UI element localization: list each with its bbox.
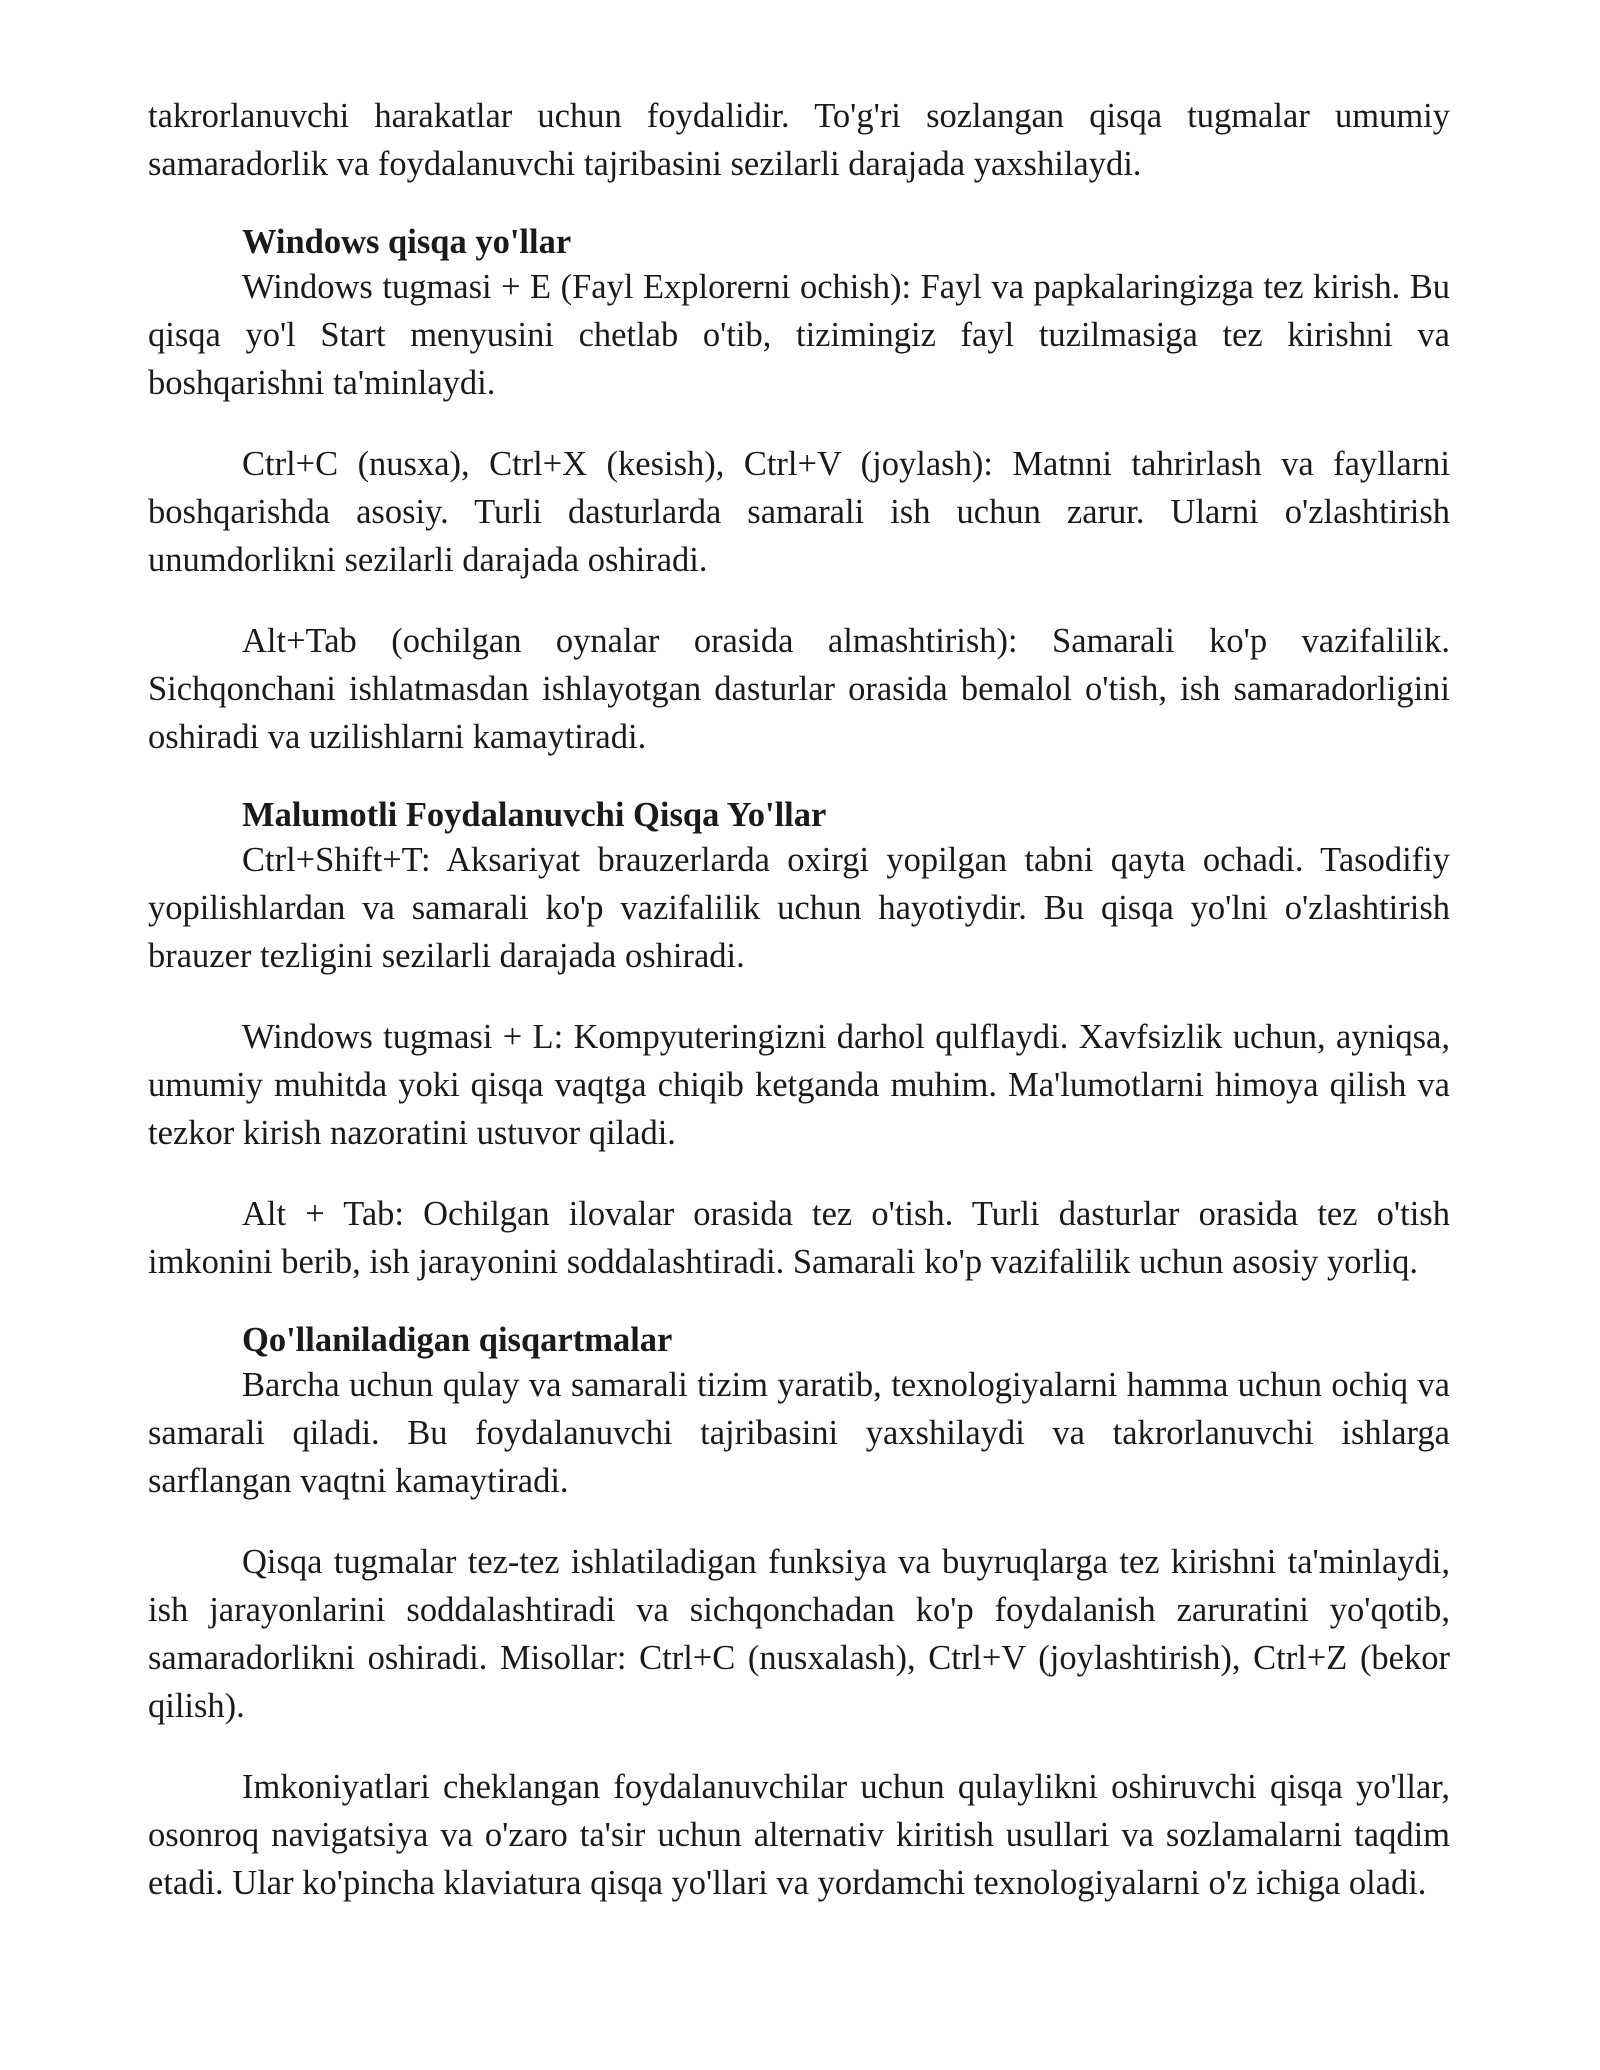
- paragraph: Qisqa tugmalar tez-tez ishlatiladigan funksiya va buyruqlarga tez kirishni ta'minlaydi, ish jarayonlarini soddalashtiradi va sichqonchadan ko'p foydalanish zaruratini yo'qotib, samaradorlikni oshiradi. Misollar: Ctrl+C (nusxalash), Ctrl+V (joylashtirish), Ctrl+Z (bekor qilish).: [148, 1543, 1450, 1725]
- section-heading: Malumotli Foydalanuvchi Qisqa Yo'llar: [242, 796, 827, 834]
- section-heading: Windows qisqa yo'llar: [242, 223, 572, 261]
- section-accessibility-shortcuts: [148, 1319, 1450, 1907]
- section-windows-shortcuts: [148, 221, 1450, 761]
- paragraph: Ctrl+Shift+T: Aksariyat brauzerlarda oxirgi yopilgan tabni qayta ochadi. Tasodifiy yopilishlardan va samarali ko'p vazifalilik uchun hayotiydir. Bu qisqa yo'lni o'zlashtirish brauzer tezligini sezilarli darajada oshiradi.: [148, 841, 1450, 975]
- paragraph: Windows tugmasi + L: Kompyuteringizni darhol qulflaydi. Xavfsizlik uchun, ayniqsa, umumiy muhitda yoki qisqa vaqtga chiqib ketganda muhim. Ma'lumotlarni himoya qilish va tezkor kirish nazoratini ustuvor qiladi.: [148, 1018, 1450, 1152]
- paragraph: Ctrl+C (nusxa), Ctrl+X (kesish), Ctrl+V (joylash): Matnni tahrirlash va fayllarni boshqarishda asosiy. Turli dasturlarda samarali ish uchun zarur. Ularni o'zlashtirish unumdorlikni sezilarli darajada oshiradi.: [148, 445, 1450, 579]
- paragraph: Imkoniyatlari cheklangan foydalanuvchilar uchun qulaylikni oshiruvchi qisqa yo'llar, osonroq navigatsiya va o'zaro ta'sir uchun alternativ kiritish usullari va sozlamalarni taqdim etadi. Ular ko'pincha klaviatura qisqa yo'llari va yordamchi texnologiyalarni o'z ichiga oladi.: [148, 1768, 1450, 1902]
- section-heading: Qo'llaniladigan qisqartmalar: [242, 1321, 673, 1359]
- paragraph: Alt+Tab (ochilgan oynalar orasida almashtirish): Samarali ko'p vazifalilik. Sichqonchani ishlatmasdan ishlayotgan dasturlar orasida bemalol o'tish, ish samaradorligini oshiradi va uzilishlarni kamaytiradi.: [148, 622, 1450, 756]
- section-power-user-shortcuts: [148, 794, 1450, 1286]
- paragraph: Barcha uchun qulay va samarali tizim yaratib, texnologiyalarni hamma uchun ochiq va samarali qiladi. Bu foydalanuvchi tajribasini yaxshilaydi va takrorlanuvchi ishlarga sarflangan vaqtni kamaytiradi.: [148, 1366, 1450, 1500]
- document-page: [148, 92, 1450, 1940]
- intro-paragraph: takrorlanuvchi harakatlar uchun foydalidir. To'g'ri sozlangan qisqa tugmalar umumiy samaradorlik va foydalanuvchi tajribasini sezilarli darajada yaxshilaydi.: [148, 97, 1450, 183]
- paragraph: Alt + Tab: Ochilgan ilovalar orasida tez o'tish. Turli dasturlar orasida tez o'tish imkonini berib, ish jarayonini soddalashtiradi. Samarali ko'p vazifalilik uchun asosiy yorliq.: [148, 1195, 1450, 1281]
- paragraph: Windows tugmasi + E (Fayl Explorerni ochish): Fayl va papkalaringizga tez kirish. Bu qisqa yo'l Start menyusini chetlab o'tib, tizimingiz fayl tuzilmasiga tez kirishni va boshqarishni ta'minlaydi.: [148, 268, 1450, 402]
